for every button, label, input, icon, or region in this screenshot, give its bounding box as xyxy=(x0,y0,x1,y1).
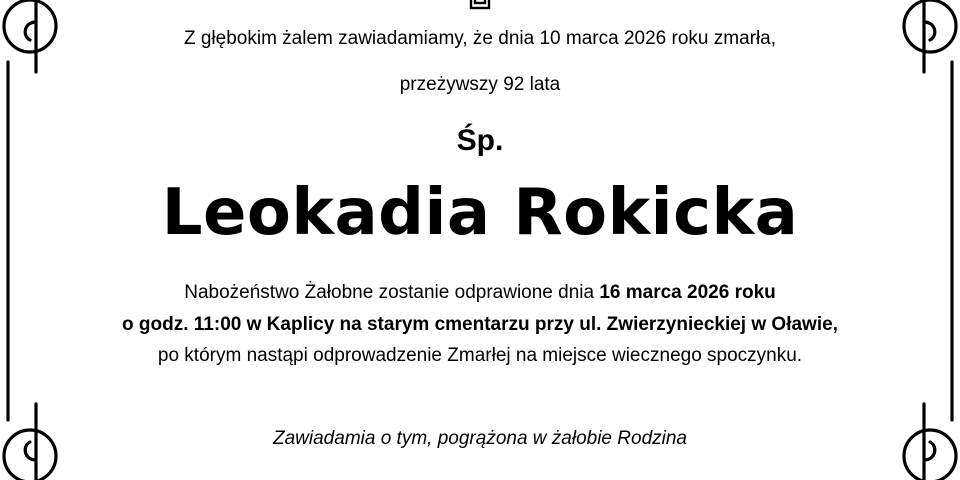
cross-emblem-icon xyxy=(471,0,489,8)
closing-signature: Zawiadamia o tym, pogrążona w żałobie Rodzina xyxy=(273,428,687,449)
service-line1-prefix: Nabożeństwo Żałobne zostanie odprawione dnia xyxy=(184,282,600,303)
age-text: przeżywszy 92 lata xyxy=(399,74,561,95)
service-date: 16 marca 2026 roku xyxy=(599,282,776,303)
title-prefix: Śp. xyxy=(456,124,504,157)
service-details-line2: o godz. 11:00 w Kaplicy na starym cmentarzu przy ul. Zwierzynieckiej w Oławie, xyxy=(122,314,838,335)
deceased-name: Leokadia Rokicka xyxy=(161,176,799,250)
announcement-intro: Z głębokim żalem zawiadamiamy, że dnia 10 marca 2026 roku zmarła, xyxy=(183,28,777,49)
service-details-line1 xyxy=(0,282,960,304)
service-details-line3: po którym nastąpi odprowadzenie Zmarłej na miejsce wiecznego spoczynku. xyxy=(157,345,803,366)
